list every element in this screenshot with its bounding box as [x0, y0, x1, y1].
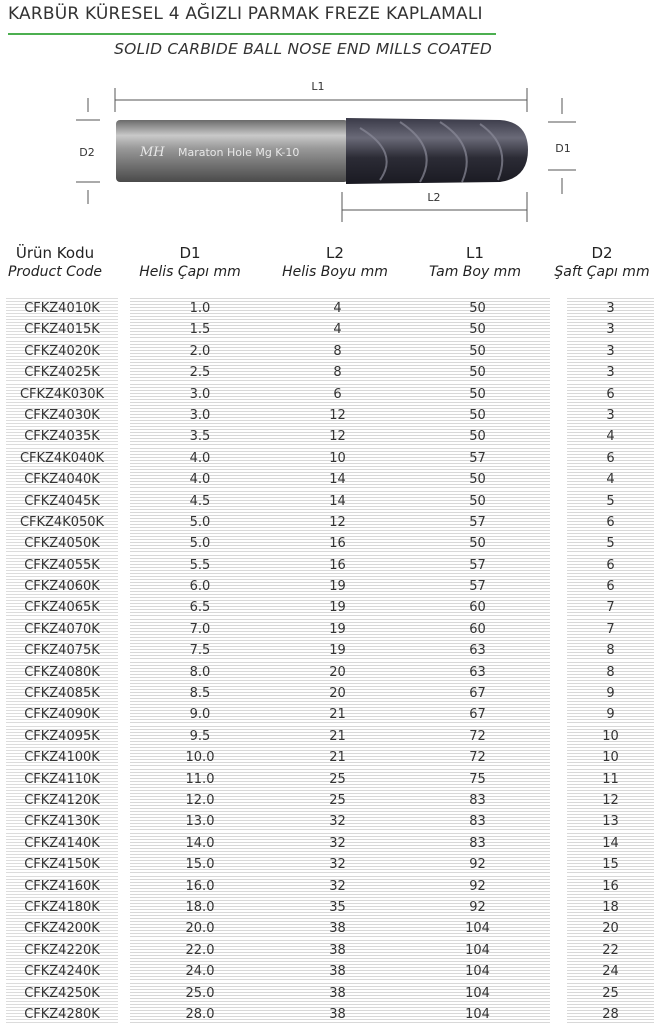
product-code-cell: CFKZ4025K	[6, 362, 118, 382]
d1-cell: 4.5	[130, 491, 270, 511]
table-row	[0, 619, 654, 640]
l2-cell: 38	[270, 1004, 405, 1024]
l1-cell: 57	[405, 448, 550, 468]
l1-cell: 50	[405, 319, 550, 339]
d2-cell: 4	[567, 469, 654, 489]
l1-cell: 92	[405, 897, 550, 917]
d1-cell: 12.0	[130, 790, 270, 810]
product-code-cell: CFKZ4100K	[6, 747, 118, 767]
l2-cell: 8	[270, 341, 405, 361]
d1-cell: 2.0	[130, 341, 270, 361]
product-code-cell: CFKZ4160K	[6, 876, 118, 896]
l1-cell: 50	[405, 298, 550, 318]
l2-cell: 6	[270, 384, 405, 404]
table-row	[0, 918, 654, 939]
d2-cell: 7	[567, 619, 654, 639]
d1-cell: 11.0	[130, 769, 270, 789]
product-code-cell: CFKZ4085K	[6, 683, 118, 703]
d1-cell: 24.0	[130, 961, 270, 981]
l1-cell: 83	[405, 811, 550, 831]
d2-cell: 9	[567, 704, 654, 724]
l2-cell: 35	[270, 897, 405, 917]
d1-cell: 9.5	[130, 726, 270, 746]
d1-cell: 25.0	[130, 983, 270, 1003]
l2-cell: 16	[270, 533, 405, 553]
l2-cell: 25	[270, 790, 405, 810]
d1-cell: 16.0	[130, 876, 270, 896]
l1-cell: 104	[405, 983, 550, 1003]
l1-cell: 75	[405, 769, 550, 789]
d1-cell: 14.0	[130, 833, 270, 853]
l2-cell: 12	[270, 405, 405, 425]
product-code-cell: CFKZ4120K	[6, 790, 118, 810]
d2-cell: 3	[567, 341, 654, 361]
table-row	[0, 704, 654, 725]
table-row	[0, 662, 654, 683]
table-row	[0, 726, 654, 747]
table-row	[0, 512, 654, 533]
table-row	[0, 384, 654, 405]
d1-cell: 9.0	[130, 704, 270, 724]
l1-cell: 63	[405, 640, 550, 660]
table-row	[0, 747, 654, 768]
table-row	[0, 769, 654, 790]
table-row	[0, 576, 654, 597]
d1-cell: 8.0	[130, 662, 270, 682]
product-code-cell: CFKZ4110K	[6, 769, 118, 789]
product-code-cell: CFKZ4070K	[6, 619, 118, 639]
header-product-code: Ürün Kodu Product Code	[7, 244, 102, 280]
product-code-cell: CFKZ4240K	[6, 961, 118, 981]
product-code-cell: CFKZ4075K	[6, 640, 118, 660]
d2-cell: 10	[567, 726, 654, 746]
l1-cell: 57	[405, 512, 550, 532]
d2-cell: 14	[567, 833, 654, 853]
d2-cell: 6	[567, 512, 654, 532]
d1-cell: 1.5	[130, 319, 270, 339]
l1-cell: 104	[405, 918, 550, 938]
l2-cell: 14	[270, 491, 405, 511]
l1-cell: 50	[405, 469, 550, 489]
l1-cell: 50	[405, 405, 550, 425]
product-code-cell: CFKZ4180K	[6, 897, 118, 917]
table-row	[0, 1004, 654, 1025]
l1-cell: 50	[405, 341, 550, 361]
d1-cell: 4.0	[130, 469, 270, 489]
header-l1: L1 Tam Boy mm	[429, 244, 521, 280]
l2-cell: 19	[270, 597, 405, 617]
table-row	[0, 555, 654, 576]
d2-cell: 11	[567, 769, 654, 789]
d1-cell: 8.5	[130, 683, 270, 703]
l1-cell: 83	[405, 833, 550, 853]
l1-cell: 104	[405, 1004, 550, 1024]
d2-cell: 10	[567, 747, 654, 767]
table-row	[0, 362, 654, 383]
d1-cell: 3.5	[130, 426, 270, 446]
l2-cell: 19	[270, 619, 405, 639]
d2-cell: 4	[567, 426, 654, 446]
l2-cell: 19	[270, 640, 405, 660]
spec-table	[0, 298, 654, 1025]
d1-cell: 5.5	[130, 555, 270, 575]
l1-cell: 104	[405, 940, 550, 960]
page-title: KARBÜR KÜRESEL 4 AĞIZLI PARMAK FREZE KAPLAMALI	[8, 4, 483, 24]
table-row	[0, 790, 654, 811]
d2-cell: 8	[567, 640, 654, 660]
product-code-cell: CFKZ4015K	[6, 319, 118, 339]
header-l2: L2 Helis Boyu mm	[282, 244, 388, 280]
l2-cell: 20	[270, 662, 405, 682]
d2-cell: 6	[567, 448, 654, 468]
l2-cell: 4	[270, 319, 405, 339]
l1-cell: 63	[405, 662, 550, 682]
d1-cell: 28.0	[130, 1004, 270, 1024]
product-code-cell: CFKZ4K040K	[6, 448, 118, 468]
table-row	[0, 469, 654, 490]
product-code-cell: CFKZ4055K	[6, 555, 118, 575]
d1-label: D1	[555, 142, 571, 155]
d1-cell: 6.5	[130, 597, 270, 617]
end-mill-drawing	[0, 70, 654, 230]
l1-label: L1	[311, 80, 325, 93]
product-code-cell: CFKZ4150K	[6, 854, 118, 874]
table-row	[0, 833, 654, 854]
d2-cell: 6	[567, 576, 654, 596]
l2-cell: 25	[270, 769, 405, 789]
shank-brand-text: Maraton Hole Mg K-10	[178, 146, 300, 159]
d1-cell: 2.5	[130, 362, 270, 382]
d2-cell: 5	[567, 491, 654, 511]
product-code-cell: CFKZ4140K	[6, 833, 118, 853]
product-code-cell: CFKZ4040K	[6, 469, 118, 489]
product-code-cell: CFKZ4130K	[6, 811, 118, 831]
l1-cell: 60	[405, 619, 550, 639]
product-code-cell: CFKZ4K030K	[6, 384, 118, 404]
d2-cell: 3	[567, 362, 654, 382]
d2-cell: 3	[567, 405, 654, 425]
d2-cell: 22	[567, 940, 654, 960]
product-code-cell: CFKZ4045K	[6, 491, 118, 511]
product-code-cell: CFKZ4060K	[6, 576, 118, 596]
l2-cell: 14	[270, 469, 405, 489]
table-row	[0, 533, 654, 554]
l2-cell: 38	[270, 940, 405, 960]
table-row	[0, 298, 654, 319]
d2-cell: 5	[567, 533, 654, 553]
d1-cell: 1.0	[130, 298, 270, 318]
d2-cell: 20	[567, 918, 654, 938]
l2-cell: 21	[270, 726, 405, 746]
l1-cell: 57	[405, 555, 550, 575]
page-subtitle: SOLID CARBIDE BALL NOSE END MILLS COATED	[114, 40, 492, 58]
l2-cell: 16	[270, 555, 405, 575]
d1-cell: 7.0	[130, 619, 270, 639]
table-row	[0, 897, 654, 918]
table-row	[0, 341, 654, 362]
l2-cell: 32	[270, 811, 405, 831]
table-row	[0, 854, 654, 875]
d1-cell: 3.0	[130, 405, 270, 425]
product-code-cell: CFKZ4080K	[6, 662, 118, 682]
d2-cell: 16	[567, 876, 654, 896]
table-row	[0, 405, 654, 426]
product-code-cell: CFKZ4035K	[6, 426, 118, 446]
shank-logo: MH	[140, 145, 165, 160]
d2-cell: 7	[567, 597, 654, 617]
d2-cell: 3	[567, 298, 654, 318]
l2-cell: 32	[270, 876, 405, 896]
l1-cell: 67	[405, 704, 550, 724]
l1-cell: 67	[405, 683, 550, 703]
l1-cell: 50	[405, 491, 550, 511]
d2-cell: 25	[567, 983, 654, 1003]
l1-cell: 57	[405, 576, 550, 596]
l1-cell: 104	[405, 961, 550, 981]
l2-cell: 38	[270, 918, 405, 938]
l1-cell: 83	[405, 790, 550, 810]
d1-cell: 4.0	[130, 448, 270, 468]
l1-cell: 60	[405, 597, 550, 617]
l2-cell: 10	[270, 448, 405, 468]
l2-label: L2	[427, 191, 441, 204]
d1-cell: 5.0	[130, 533, 270, 553]
table-row	[0, 319, 654, 340]
l1-cell: 92	[405, 876, 550, 896]
d2-cell: 8	[567, 662, 654, 682]
l2-cell: 19	[270, 576, 405, 596]
d2-cell: 12	[567, 790, 654, 810]
d1-cell: 5.0	[130, 512, 270, 532]
l1-cell: 50	[405, 384, 550, 404]
l2-cell: 32	[270, 833, 405, 853]
table-row	[0, 640, 654, 661]
l1-cell: 50	[405, 533, 550, 553]
table-row	[0, 426, 654, 447]
l2-cell: 20	[270, 683, 405, 703]
title-divider	[8, 33, 496, 35]
l2-cell: 8	[270, 362, 405, 382]
product-code-cell: CFKZ4030K	[6, 405, 118, 425]
product-code-cell: CFKZ4050K	[6, 533, 118, 553]
product-code-cell: CFKZ4065K	[6, 597, 118, 617]
l1-cell: 50	[405, 362, 550, 382]
d2-cell: 3	[567, 319, 654, 339]
d1-cell: 7.5	[130, 640, 270, 660]
header-d1: D1 Helis Çapı mm	[139, 244, 241, 280]
d2-cell: 18	[567, 897, 654, 917]
l1-cell: 50	[405, 426, 550, 446]
table-row	[0, 597, 654, 618]
l2-cell: 12	[270, 512, 405, 532]
table-row	[0, 491, 654, 512]
l2-cell: 12	[270, 426, 405, 446]
l1-cell: 92	[405, 854, 550, 874]
header-d2: D2 Şaft Çapı mm	[554, 244, 650, 280]
d1-cell: 18.0	[130, 897, 270, 917]
product-code-cell: CFKZ4010K	[6, 298, 118, 318]
l1-cell: 72	[405, 726, 550, 746]
table-row	[0, 983, 654, 1004]
d1-cell: 3.0	[130, 384, 270, 404]
product-code-cell: CFKZ4095K	[6, 726, 118, 746]
d2-cell: 9	[567, 683, 654, 703]
product-code-cell: CFKZ4200K	[6, 918, 118, 938]
d1-cell: 20.0	[130, 918, 270, 938]
l2-cell: 4	[270, 298, 405, 318]
l2-cell: 38	[270, 961, 405, 981]
d2-cell: 24	[567, 961, 654, 981]
d1-cell: 13.0	[130, 811, 270, 831]
d1-cell: 6.0	[130, 576, 270, 596]
l2-cell: 21	[270, 704, 405, 724]
d1-cell: 10.0	[130, 747, 270, 767]
d2-cell: 6	[567, 384, 654, 404]
l2-cell: 38	[270, 983, 405, 1003]
table-row	[0, 876, 654, 897]
product-code-cell: CFKZ4220K	[6, 940, 118, 960]
product-code-cell: CFKZ4020K	[6, 341, 118, 361]
d1-cell: 15.0	[130, 854, 270, 874]
table-row	[0, 448, 654, 469]
d2-cell: 15	[567, 854, 654, 874]
d2-cell: 13	[567, 811, 654, 831]
d1-cell: 22.0	[130, 940, 270, 960]
l2-cell: 21	[270, 747, 405, 767]
table-row	[0, 961, 654, 982]
l2-cell: 32	[270, 854, 405, 874]
product-code-cell: CFKZ4K050K	[6, 512, 118, 532]
table-row	[0, 683, 654, 704]
product-code-cell: CFKZ4280K	[6, 1004, 118, 1024]
product-code-cell: CFKZ4250K	[6, 983, 118, 1003]
d2-cell: 6	[567, 555, 654, 575]
d2-cell: 28	[567, 1004, 654, 1024]
table-row	[0, 811, 654, 832]
product-code-cell: CFKZ4090K	[6, 704, 118, 724]
l1-cell: 72	[405, 747, 550, 767]
d2-label: D2	[79, 146, 95, 159]
table-row	[0, 940, 654, 961]
